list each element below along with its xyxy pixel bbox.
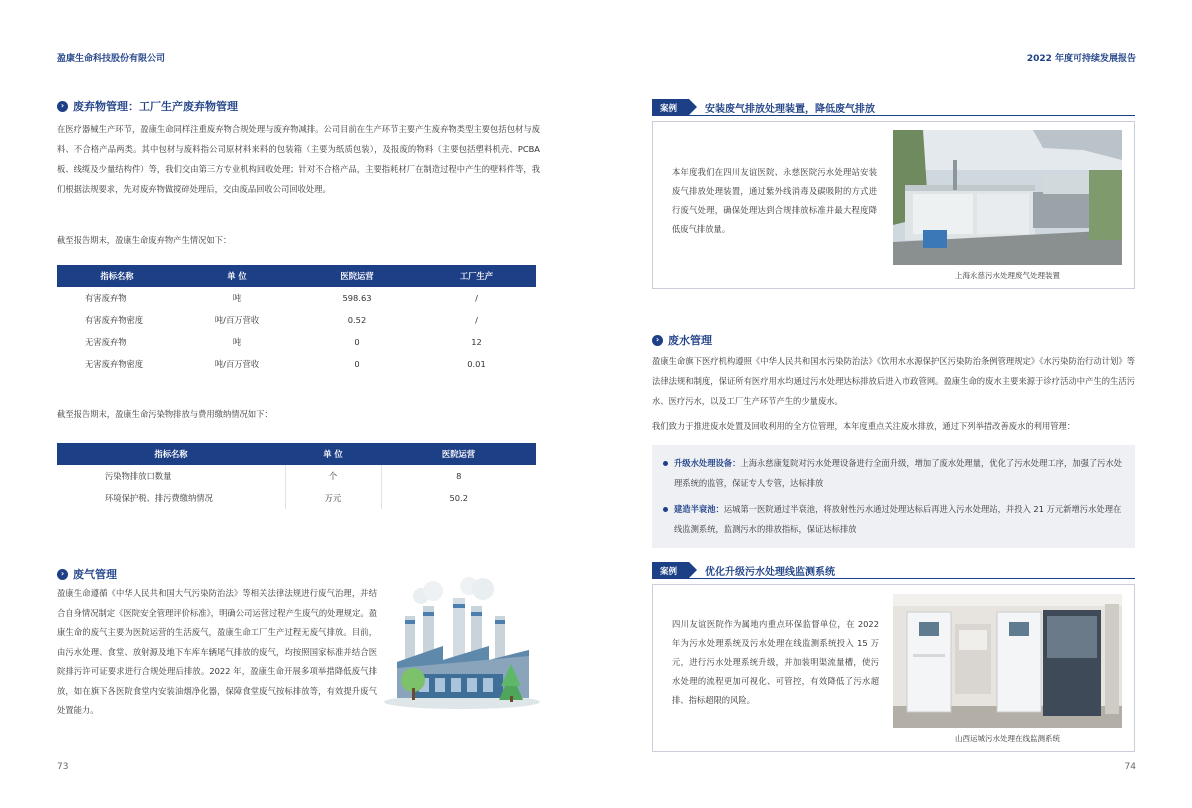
table-cell: 环境保护税、排污费缴纳情况 bbox=[57, 487, 285, 509]
case-tag: 案例 bbox=[652, 99, 689, 116]
table-cell: / bbox=[475, 293, 478, 303]
case2-header bbox=[652, 562, 1135, 579]
table-row bbox=[57, 309, 536, 331]
table-cell: 0 bbox=[354, 337, 360, 347]
table-cell: 598.63 bbox=[342, 293, 372, 303]
table-cell: 万元 bbox=[285, 487, 381, 509]
table-cell: 吨 bbox=[232, 337, 242, 347]
report-title: 2022 年度可持续发展报告 bbox=[1026, 54, 1136, 64]
factory-illustration bbox=[383, 576, 541, 712]
measure-item bbox=[663, 499, 1126, 539]
case2-title: 优化升级污水处理线监测系统 bbox=[705, 567, 836, 578]
table-header: 工厂生产 bbox=[417, 265, 536, 287]
table-cell: 0.01 bbox=[467, 359, 486, 369]
table-row bbox=[57, 287, 536, 309]
gas-paragraph: 盈康生命遵循《中华人民共和国大气污染防治法》等相关法律法规进行废气治理，并结合自身情况制定《医院安全管理评价标准》，明确公司运营过程产生废气的处理规定。盈康生命的废气主要为医院运营的生活废气，盈康生命工厂生产过程无废气排放。目前，由污水处理、食堂、放射源及地下车库车辆尾气排放的废气，均按照国家标准并结合医院排污许可证要求进行合规处理后排放。2022 年，盈康生命开展多项举措降低废气排放，如在旗下各医院食堂内安装油烟净化器，保障食堂废气按标排放等，有效提升废气处置能力。 bbox=[57, 588, 377, 715]
bullet-icon bbox=[663, 461, 668, 466]
table-row bbox=[57, 331, 536, 353]
waste-paragraph: 在医疗器械生产环节，盈康生命同样注重废弃物合规处理与废弃物减排。公司目前在生产环节主要产生废弃物类型主要包括包材与废料、不合格产品两类。其中包材与废料指公司原材料来料的包装箱（主要为纸质包装），及报废的物料（主要包括塑料机壳、PCBA 板、线缆及少量结构件）等，我们交由第三方专业机构回收处理；针对不合格产品，主要指耗材厂在制造过程中产生的壁料件等，我们根据法规要求，先对废弃物做搅碎处理后，交由废品回收公司回收处理。 bbox=[57, 124, 540, 194]
case1-caption: 上海永慈污水处理废气处理装置 bbox=[955, 271, 1060, 280]
table-row bbox=[57, 465, 536, 487]
measure-label: 建造半衰池： bbox=[674, 504, 724, 514]
table-header: 指标名称 bbox=[57, 443, 285, 465]
table-cell: 50.2 bbox=[449, 493, 468, 503]
table1-intro: 截至报告期末，盈康生命废弃物产生情况如下： bbox=[57, 235, 232, 245]
chevron-circle-icon: › bbox=[57, 101, 68, 112]
table-header-row bbox=[57, 265, 536, 287]
measure-text: 运城第一医院通过半衰池，将放射性污水通过处理达标后再进入污水处理站，并投入 21 万元新增污水处理在线监测系统，监测污水的排放指标，保证达标排放 bbox=[674, 504, 1122, 534]
table-cell: 个 bbox=[285, 465, 381, 487]
case2-caption: 山西运城污水处理在线监测系统 bbox=[955, 734, 1060, 743]
table-cell: 0 bbox=[354, 359, 360, 369]
gas-section-title: › 废气管理 bbox=[57, 566, 117, 582]
measure-label: 升级水处理设备： bbox=[674, 458, 741, 468]
table-header: 指标名称 bbox=[57, 265, 177, 287]
table-header-row bbox=[57, 443, 536, 465]
table-cell: 吨/百万营收 bbox=[214, 359, 260, 369]
table-cell: 吨 bbox=[232, 293, 242, 303]
table-header: 单 位 bbox=[177, 265, 297, 287]
measure-item bbox=[663, 453, 1126, 493]
case2-text: 四川友谊医院作为属地内重点环保监督单位，在 2022 年为污水处理系统及污水处理在线监测系统投入 15 万元，进行污水处理系统升级，并加装明渠流量槽，使污水处理的流程更加可视化、可管控，有效降低了污水超排、指标超限的风险。 bbox=[672, 619, 879, 705]
table-cell: 12 bbox=[471, 337, 482, 347]
water-measures-panel bbox=[652, 445, 1135, 548]
page-number-left: 73 bbox=[57, 762, 69, 772]
company-name: 盈康生命科技股份有限公司 bbox=[57, 54, 166, 64]
table-cell: 无害废弃物 bbox=[85, 337, 127, 347]
table-row bbox=[57, 353, 536, 375]
page-number-right: 74 bbox=[1124, 762, 1136, 772]
table-cell: 污染物排放口数量 bbox=[57, 465, 285, 487]
case1-text: 本年度我们在四川友谊医院、永慈医院污水处理站安装废气排放处理装置，通过紫外线消毒及碳吸附的方式进行废气处理，确保处理达到合规排放标准并最大程度降低废气排放量。 bbox=[672, 167, 877, 234]
waste-section-title: › 废弃物管理：工厂生产废弃物管理 bbox=[57, 98, 238, 114]
table-cell: 有害废弃物密度 bbox=[85, 315, 144, 325]
water-paragraph-1: 盈康生命旗下医疗机构遵照《中华人民共和国水污染防治法》《饮用水水源保护区污染防治条例管理规定》《水污染防治行动计划》等法律法规和制度，保证所有医疗用水均通过污水处理达标排放后进入市政管网。盈康生命的废水主要来源于诊疗活动中产生的生活污水、医疗污水，以及工厂生产环节产生的少量废水。 bbox=[652, 356, 1135, 406]
table-cell: 有害废弃物 bbox=[85, 293, 127, 303]
table2-intro: 截至报告期末，盈康生命污染物排放与费用缴纳情况如下： bbox=[57, 409, 273, 419]
table-header: 医院运营 bbox=[381, 443, 536, 465]
measure-text: 上海永慈康复院对污水处理设备进行全面升级，增加了废水处理量，优化了污水处理工序，加强了污水处理系统的监管，保证专人专管，达标排放 bbox=[674, 458, 1123, 488]
bullet-icon bbox=[663, 507, 668, 512]
gas-treatment-photo bbox=[893, 130, 1122, 265]
case1-header bbox=[652, 99, 1135, 116]
table-header: 医院运营 bbox=[297, 265, 417, 287]
water-section-title: › 废水管理 bbox=[652, 332, 712, 348]
pollutant-table bbox=[57, 443, 536, 509]
waste-table bbox=[57, 265, 536, 375]
case-tag: 案例 bbox=[652, 562, 689, 579]
table-cell: 0.52 bbox=[347, 315, 367, 325]
monitoring-system-photo bbox=[893, 594, 1122, 728]
table-cell: / bbox=[475, 315, 478, 325]
table-cell: 吨/百万营收 bbox=[214, 315, 260, 325]
table-cell: 8 bbox=[456, 471, 462, 481]
case1-title: 安装废气排放处理装置，降低废气排放 bbox=[705, 104, 876, 115]
chevron-circle-icon: › bbox=[652, 335, 663, 346]
table-header: 单 位 bbox=[285, 443, 381, 465]
table-row bbox=[57, 487, 536, 509]
table-cell: 无害废弃物密度 bbox=[85, 359, 144, 369]
water-paragraph-2: 我们致力于推进废水处置及回收利用的全方位管理，本年度重点关注废水排放，通过下列举措改善废水的利用管理： bbox=[652, 421, 1076, 431]
chevron-circle-icon: › bbox=[57, 569, 68, 580]
